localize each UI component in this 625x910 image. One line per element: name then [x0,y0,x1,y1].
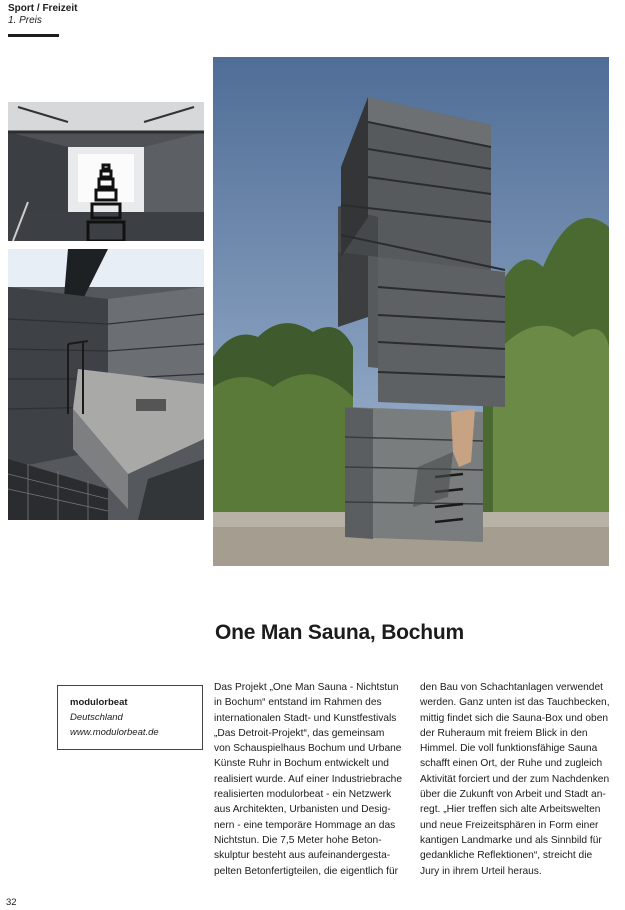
award-label: 1. Preis [8,15,42,26]
photo-rest-room [8,249,204,520]
credit-name: modulorbeat [70,697,128,708]
page-number: 32 [6,897,17,908]
credit-box [57,685,203,750]
photo-sauna-tower [213,57,609,566]
section-label: Sport / Freizeit [8,3,78,14]
page-header [8,3,77,27]
article-title: One Man Sauna, Bochum [215,621,464,644]
photo-interior-shaft [8,102,204,241]
credit-website: www.modulorbeat.de [70,727,159,738]
credit-country: Deutschland [70,712,123,723]
header-rule [8,34,59,37]
body-column-1: Das Projekt „One Man Sauna - Nichtstun in Bochum“ entstand im Rahmen des internationalen Stadt- und Kunstfestivals „Das Detroit-Projekt“, das gemeinsam von Schauspielhaus Bochum und Urbane Künste Ruhr in Bochum entwickelt und realisiert wurde. Auf einer Industriebrache realisierten modulorbeat - ein Netzwerk aus Architekten, Urbanisten und Desig- nern - eine temporäre Hommage an das Nichtstun. Die 7,5 Meter hohe Beton- skulptur besteht aus aufeinandergesta- pelten Betonfertigteilen, die eigentlich für [214,682,403,877]
body-column-2: den Bau von Schachtanlagen verwendet werden. Ganz unten ist das Tauchbecken, mittig findet sich die Sauna-Box und oben der Ruheraum mit freiem Blick in den Himmel. Die voll funktionsfähige Sauna schafft einen Ort, der Ruhe und zugleich Aktivität forciert und der zum Nachdenken über die Zukunft von Arbeit und Stadt an- regt. „Hier treffen sich alte Arbeitswelten und neue Freizeitsphären in Form einer kantigen Landmarke und als Sinnbild für gedankliche Reflektionen“, streicht die Jury in ihrem Urteil heraus. [420,682,610,877]
